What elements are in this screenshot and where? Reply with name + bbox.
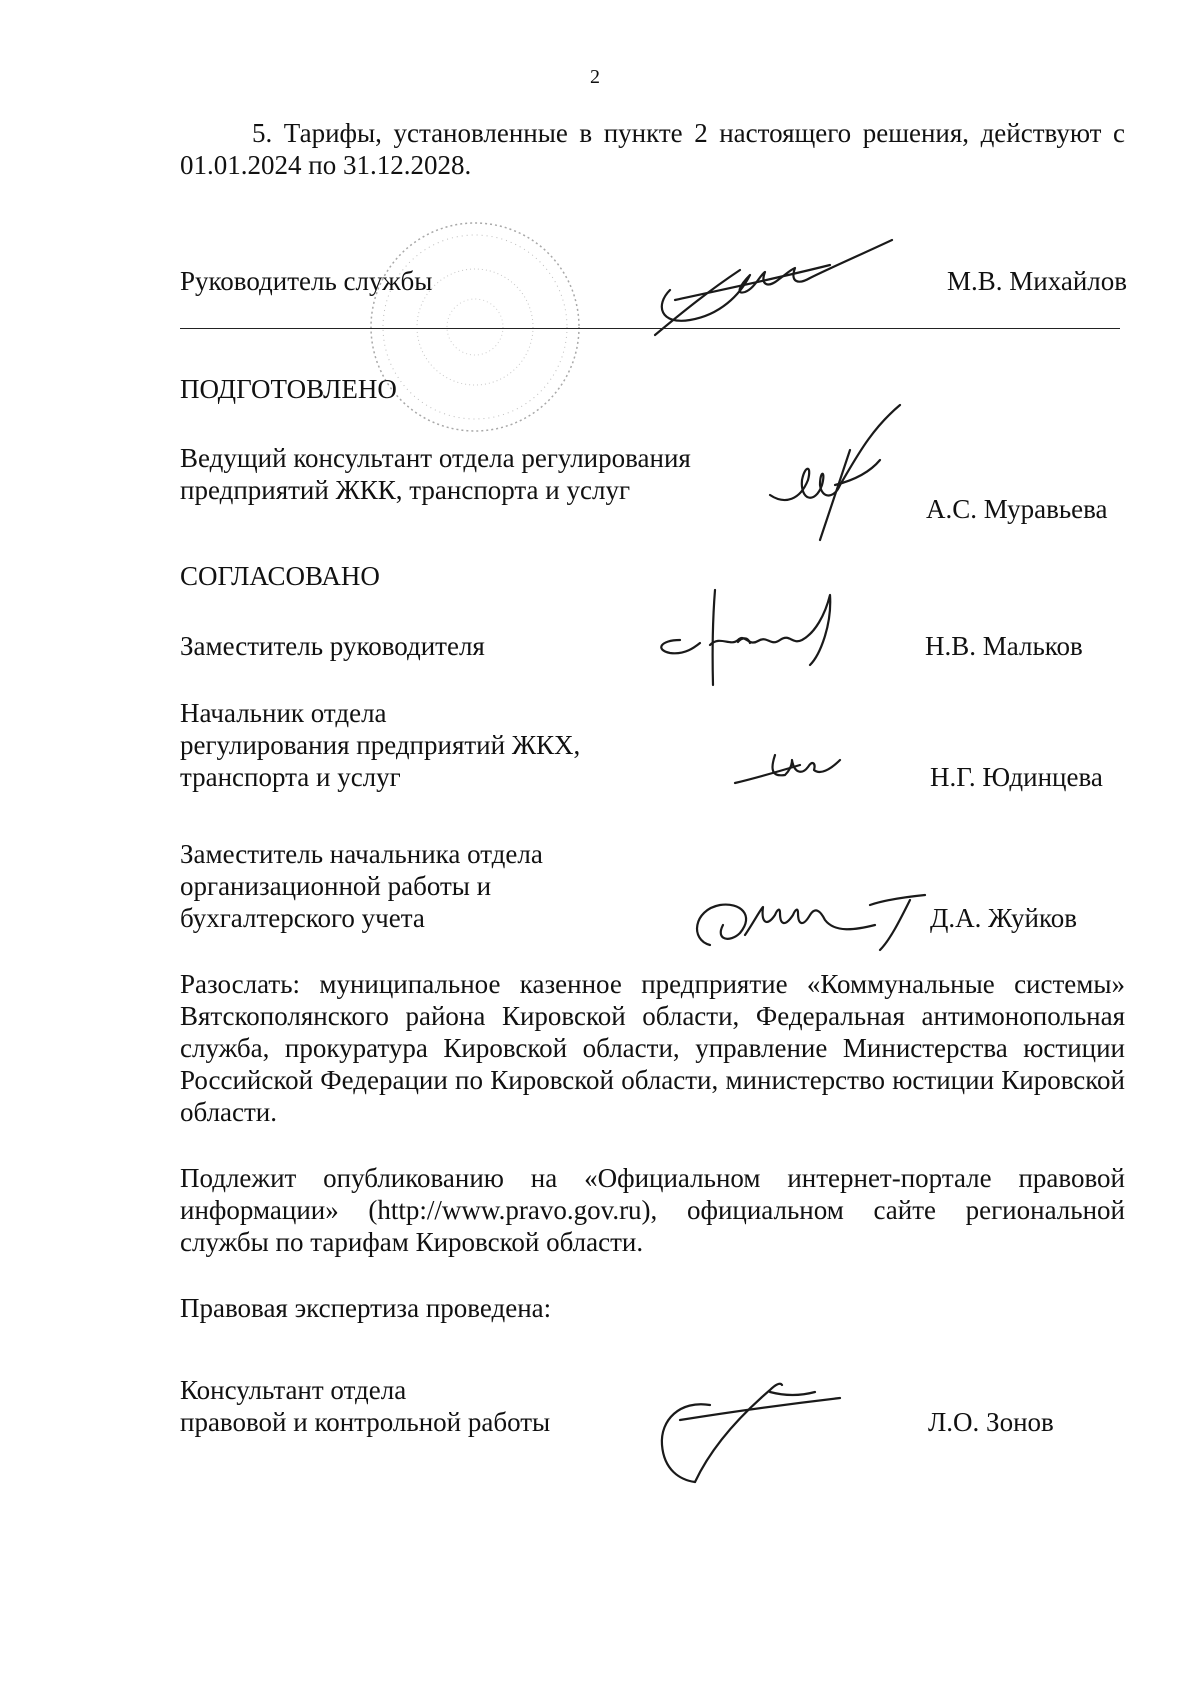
- signature-head: [630, 230, 900, 350]
- page-number: 2: [590, 66, 600, 88]
- separator-line: [180, 328, 1120, 329]
- signer-3-position-line-2: организационной работы и: [180, 871, 492, 901]
- prepared-name: А.С. Муравьева: [926, 494, 1108, 524]
- publication-paragraph: Подлежит опубликованию на «Официальном интернет-портале правовой информации» (http://www.pravo.gov.ru), официальном сайте региональной службы по тарифам Кировской области.: [180, 1163, 1125, 1257]
- signer-1-position-line-1: Заместитель руководителя: [180, 631, 485, 661]
- signer-2-name: Н.Г. Юдинцева: [930, 762, 1103, 792]
- head-name: М.В. Михайлов: [947, 266, 1128, 296]
- signer-2-position-line-3: транспорта и услуг: [180, 762, 401, 792]
- signature-prepared: [760, 400, 920, 550]
- signer-3-position-line-3: бухгалтерского учета: [180, 903, 425, 933]
- legal-consultant-position-line-2: правовой и контрольной работы: [180, 1407, 551, 1437]
- legal-consultant-name: Л.О. Зонов: [928, 1407, 1054, 1437]
- signature-signer-1: [640, 585, 880, 695]
- legal-consultant-position-line-1: Консультант отдела: [180, 1375, 407, 1405]
- prepared-position-line-1: Ведущий консультант отдела регулирования: [180, 443, 691, 473]
- signature-signer-3: [685, 885, 930, 955]
- signer-2-position-line-2: регулирования предприятий ЖКХ,: [180, 730, 581, 760]
- signer-1-name: Н.В. Мальков: [925, 631, 1083, 661]
- signer-3-name: Д.А. Жуйков: [930, 903, 1077, 933]
- head-position: Руководитель службы: [180, 266, 433, 296]
- prepared-heading: ПОДГОТОВЛЕНО: [180, 374, 397, 404]
- signature-signer-2: [730, 745, 860, 795]
- signer-3-position-line-1: Заместитель начальника отдела: [180, 839, 543, 869]
- clause-5-paragraph: 5. Тарифы, установленные в пункте 2 настоящего решения, действуют с 01.01.2024 по 31.12.2028.: [180, 118, 1125, 180]
- signature-legal-consultant: [650, 1370, 850, 1490]
- legal-review-label: Правовая экспертиза проведена:: [180, 1293, 552, 1323]
- agreed-heading: СОГЛАСОВАНО: [180, 561, 380, 591]
- distribution-paragraph: Разослать: муниципальное казенное предприятие «Коммунальные системы» Вятскополянского района Кировской области, Федеральная антимонопольная служба, прокуратура Кировской области, управление Министерства юстиции Российской Федерации по Кировской области, министерство юстиции Кировской области.: [180, 969, 1125, 1127]
- prepared-position-line-2: предприятий ЖКК, транспорта и услуг: [180, 475, 631, 505]
- signer-2-position-line-1: Начальник отдела: [180, 698, 387, 728]
